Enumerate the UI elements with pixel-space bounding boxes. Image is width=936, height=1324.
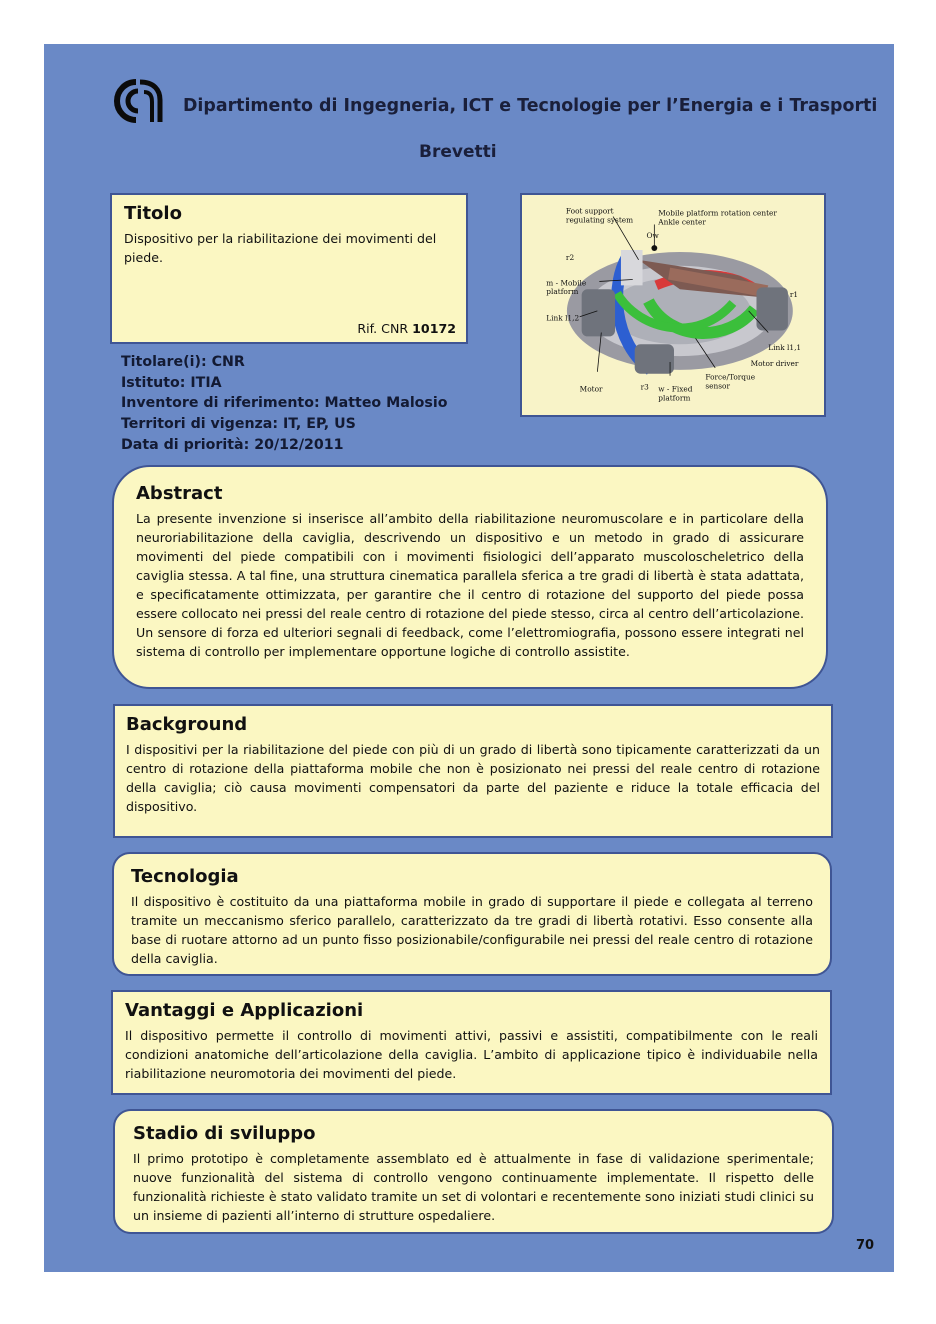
- meta-titolari: Titolare(i): CNR: [121, 354, 245, 370]
- rif-label: Rif. CNR: [357, 321, 409, 336]
- patent-meta: [121, 352, 447, 456]
- meta-inventore: Inventore di riferimento: Matteo Malosio: [121, 395, 448, 412]
- titolo-text: Dispositivo per la riabilitazione dei movimenti del piede.: [124, 231, 437, 265]
- tecnologia-card: [112, 852, 832, 976]
- titolo-heading: Titolo: [124, 203, 182, 224]
- tecnologia-heading: Tecnologia: [131, 866, 239, 887]
- background-text: I dispositivi per la riabilitazione del piede con più di un grado di libertà sono tipicamente caratterizzati da un centro di rotazione della piattaforma mobile che non è posizionato nei pressi del reale centro di rotazione della caviglia; ciò causa movimenti compensatori da parte del paziente e riduce la totale efficacia del dispositivo.: [126, 742, 820, 814]
- department-title: Dipartimento di Ingegneria, ICT e Tecnologie per l’Energia e i Trasporti: [183, 96, 878, 116]
- label-link-l11: Link l1,1: [768, 343, 802, 353]
- label-foot-support: Foot support: [565, 206, 614, 216]
- label-link-l12: Link l1,2: [546, 313, 580, 323]
- vantaggi-heading: Vantaggi e Applicazioni: [125, 1000, 364, 1021]
- label-fixed-platform: platform: [658, 393, 691, 403]
- label-force-torque: Force/Torque: [705, 372, 756, 382]
- label-ow: Ow: [646, 231, 659, 241]
- tecnologia-text: Il dispositivo è costituito da una piattaforma mobile in grado di supportare il piede e collegata al terreno tramite un meccanismo sferico parallelo, caratterizzato da tre gradi di libertà rotativi. Esso consente alla base di ruotare attorno ad un punto fisso posizionabile/configurabile nei pressi del reale centro di rotazione della caviglia.: [131, 894, 813, 966]
- label-w-fixed: w - Fixed: [658, 384, 693, 394]
- label-motor-driver: Motor driver: [750, 358, 799, 368]
- label-mobile-platform-rotation: Mobile platform rotation center: [658, 208, 777, 218]
- cnr-logo: [110, 78, 164, 124]
- rif-cnr: [357, 321, 456, 336]
- page-number: 70: [856, 1238, 875, 1253]
- label-r3: r3: [640, 382, 649, 392]
- label-sensor: sensor: [705, 381, 731, 391]
- device-diagram: [520, 193, 826, 417]
- stadio-text: Il primo prototipo è completamente assemblato ed è attualmente in fase di validazione sperimentale; nuove funzionalità del sistema di controllo vengono continuamente implementate. Il rispetto delle funzionalità richieste è stato validato tramite un set di volontari e recentemente sono iniziati studi clinici su un insieme di pazienti all’interno di strutture ospedaliere.: [133, 1151, 814, 1223]
- titolo-card: [110, 193, 468, 344]
- stadio-heading: Stadio di sviluppo: [133, 1123, 316, 1144]
- label-m-mobile: m - Mobile: [546, 278, 587, 288]
- vantaggi-text: Il dispositivo permette il controllo di movimenti attivi, passivi e assistiti, compatibilmente con le reali condizioni anatomiche dell’articolazione della caviglia. L’ambito di applicazione tipico è individuabile nella riabilitazione neuromotoria dei movimenti del piede.: [125, 1028, 818, 1081]
- section-title: Brevetti: [419, 142, 497, 162]
- abstract-heading: Abstract: [136, 483, 223, 504]
- rif-number: 10172: [412, 321, 456, 336]
- vantaggi-card: [111, 990, 832, 1095]
- stadio-card: [113, 1109, 834, 1234]
- label-r1: r1: [789, 290, 799, 300]
- label-regulating-system: regulating system: [565, 215, 634, 225]
- meta-data-priorita: Data di priorità: 20/12/2011: [121, 436, 344, 453]
- background-card: [113, 704, 833, 838]
- label-mobile-platform: platform: [546, 287, 579, 297]
- label-motor: Motor: [579, 384, 603, 394]
- abstract-card: [112, 465, 828, 689]
- abstract-text: La presente invenzione si inserisce all’ambito della riabilitazione neuromuscolare e in particolare della neuroriabilitazione della caviglia, descrivendo un dispositivo e un metodo in grado di assicurare movimenti del piede compatibili con i movimenti fisiologici dell’apparato muscoloscheletrico della caviglia stessa. A tal fine, una struttura cinematica parallela sferica a tre gradi di libertà è stata adattata, e specificatamente ottimizzata, per garantire che il centro di rotazione del supporto del piede possa essere collocato nei pressi del reale centro di rotazione del piede stesso, circa al centro dell’articolazione. Un sensore di forza ed ulteriori segnali di feedback, come l’elettromiografia, possono essere integrati nel sistema di controllo per implementare opportune logiche di controllo assistite.: [136, 511, 804, 659]
- label-r2: r2: [565, 252, 575, 262]
- label-ankle-center: Ankle center: [658, 217, 706, 227]
- background-heading: Background: [126, 714, 248, 735]
- meta-istituto: Istituto: ITIA: [121, 374, 222, 391]
- device-diagram-svg: [522, 195, 824, 415]
- meta-territori: Territori di vigenza: IT, EP, US: [121, 416, 356, 433]
